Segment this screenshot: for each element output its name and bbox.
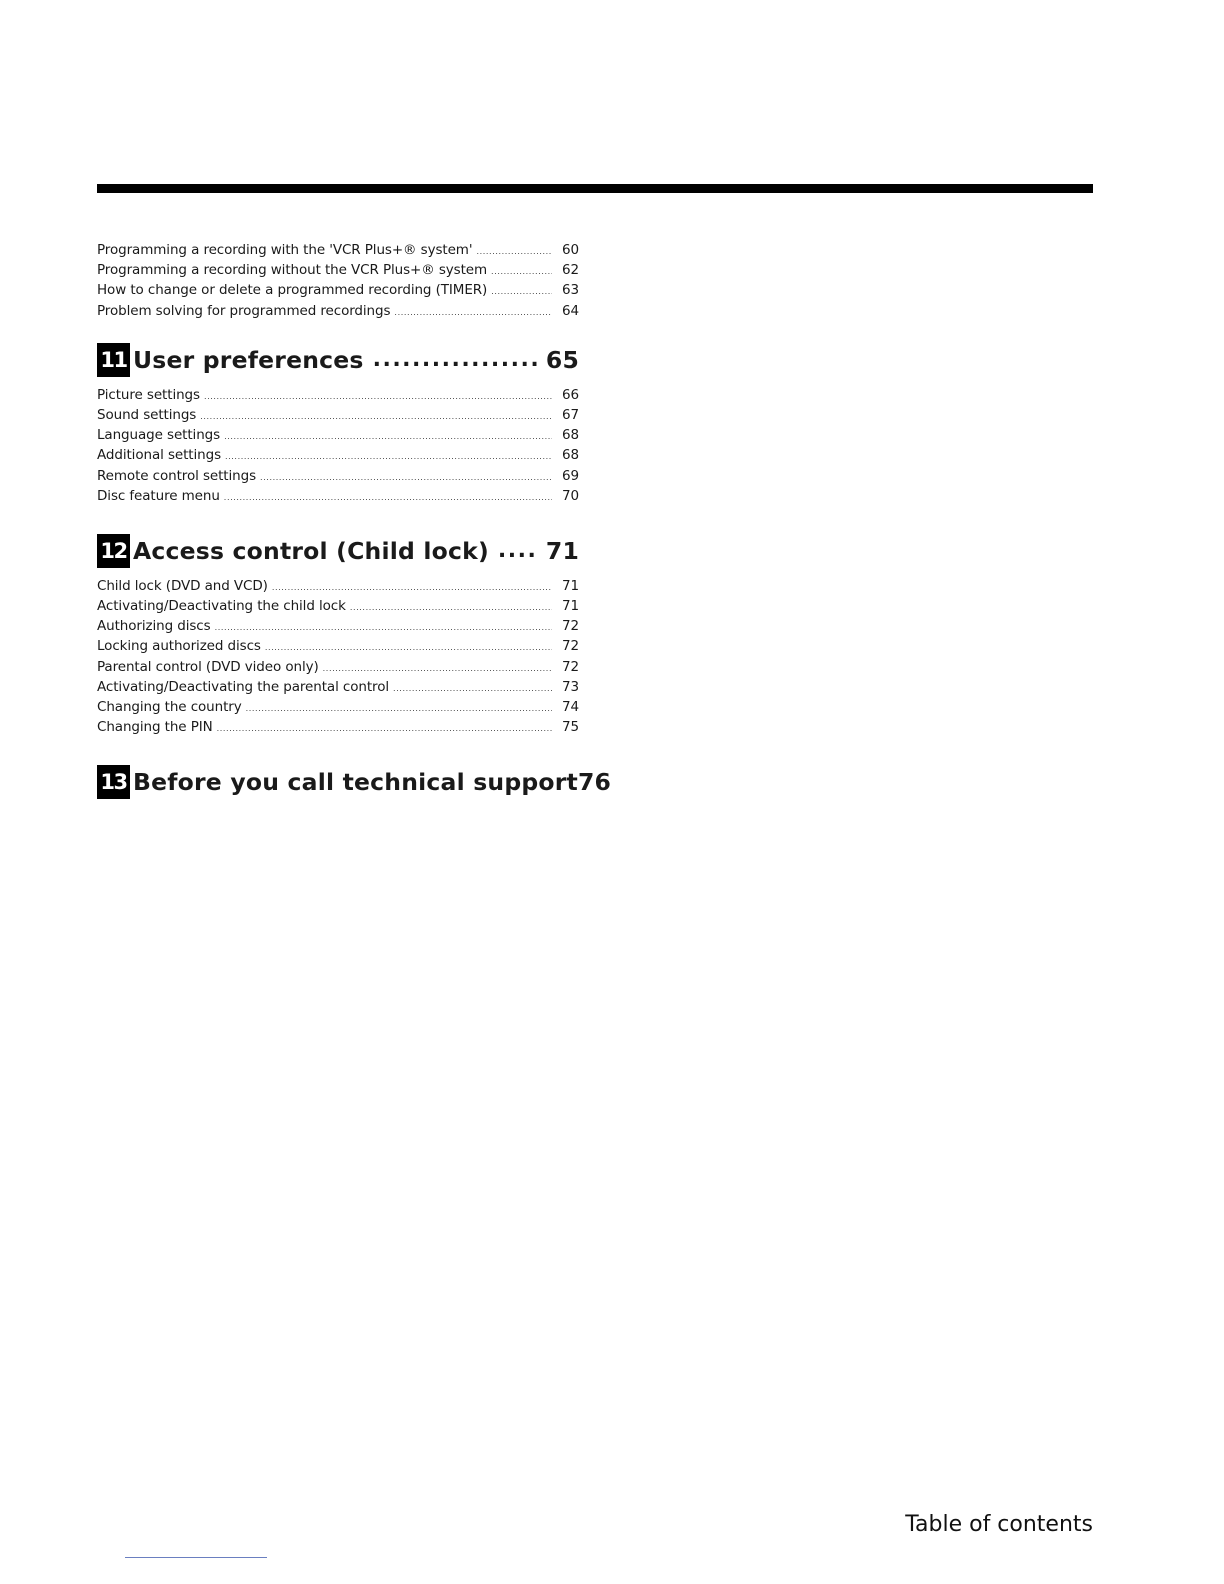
toc-entry[interactable]: Picture settings ..... 66 xyxy=(97,385,579,405)
chapter-title: Access control (Child lock) xyxy=(133,536,489,565)
toc-entry[interactable]: Problem solving for programmed recordings ..... 64 xyxy=(97,301,579,321)
top-rule xyxy=(97,184,1093,193)
chapter-title: Before you call technical support xyxy=(133,768,578,797)
toc-entry[interactable]: Disc feature menu ..... 70 xyxy=(97,486,579,506)
section-technical-support xyxy=(97,765,612,799)
chapter-heading[interactable] xyxy=(97,343,579,377)
chapter-heading[interactable] xyxy=(97,534,579,568)
chapter-page: 65 xyxy=(545,345,579,374)
toc-entry[interactable]: How to change or delete a programmed recording (TIMER) ..... 63 xyxy=(97,280,579,300)
chapter-number-badge: 13 xyxy=(97,765,130,799)
table-of-contents xyxy=(97,240,612,799)
toc-entry[interactable]: Additional settings ..... 68 xyxy=(97,445,579,465)
chapter-page: 71 xyxy=(545,536,579,565)
toc-entry[interactable]: Authorizing discs ..... 72 xyxy=(97,616,579,636)
toc-entry[interactable]: Programming a recording without the VCR Plus+® system ..... 62 xyxy=(97,260,579,280)
chapter-page: 76 xyxy=(577,768,612,797)
section-user-preferences xyxy=(97,343,579,506)
toc-entry[interactable]: Activating/Deactivating the child lock ..... 71 xyxy=(97,596,579,616)
toc-entry[interactable]: Programming a recording with the 'VCR Plus+® system' ..... 60 xyxy=(97,240,579,260)
toc-entry[interactable]: Changing the PIN ..... 75 xyxy=(97,717,579,737)
toc-entry[interactable]: Language settings ..... 68 xyxy=(97,425,579,445)
chapter-title: User preferences xyxy=(133,345,364,374)
chapter-number-badge: 11 xyxy=(97,343,130,377)
footer-label: Table of contents xyxy=(905,1512,1093,1537)
toc-entry[interactable]: Remote control settings ..... 69 xyxy=(97,466,579,486)
section-access-control xyxy=(97,534,579,738)
toc-entry[interactable]: Sound settings ..... 67 xyxy=(97,405,579,425)
section-programming xyxy=(97,240,579,321)
chapter-number-badge: 12 xyxy=(97,534,130,568)
toc-entry[interactable]: Changing the country ..... 74 xyxy=(97,697,579,717)
toc-entry[interactable]: Locking authorized discs ..... 72 xyxy=(97,636,579,656)
toc-entry[interactable]: Activating/Deactivating the parental control ..... 73 xyxy=(97,677,579,697)
toc-entry[interactable]: Parental control (DVD video only) ..... 72 xyxy=(97,657,579,677)
toc-entry[interactable]: Child lock (DVD and VCD) ..... 71 xyxy=(97,576,579,596)
footer-rule xyxy=(125,1557,267,1558)
chapter-heading[interactable] xyxy=(97,765,612,799)
